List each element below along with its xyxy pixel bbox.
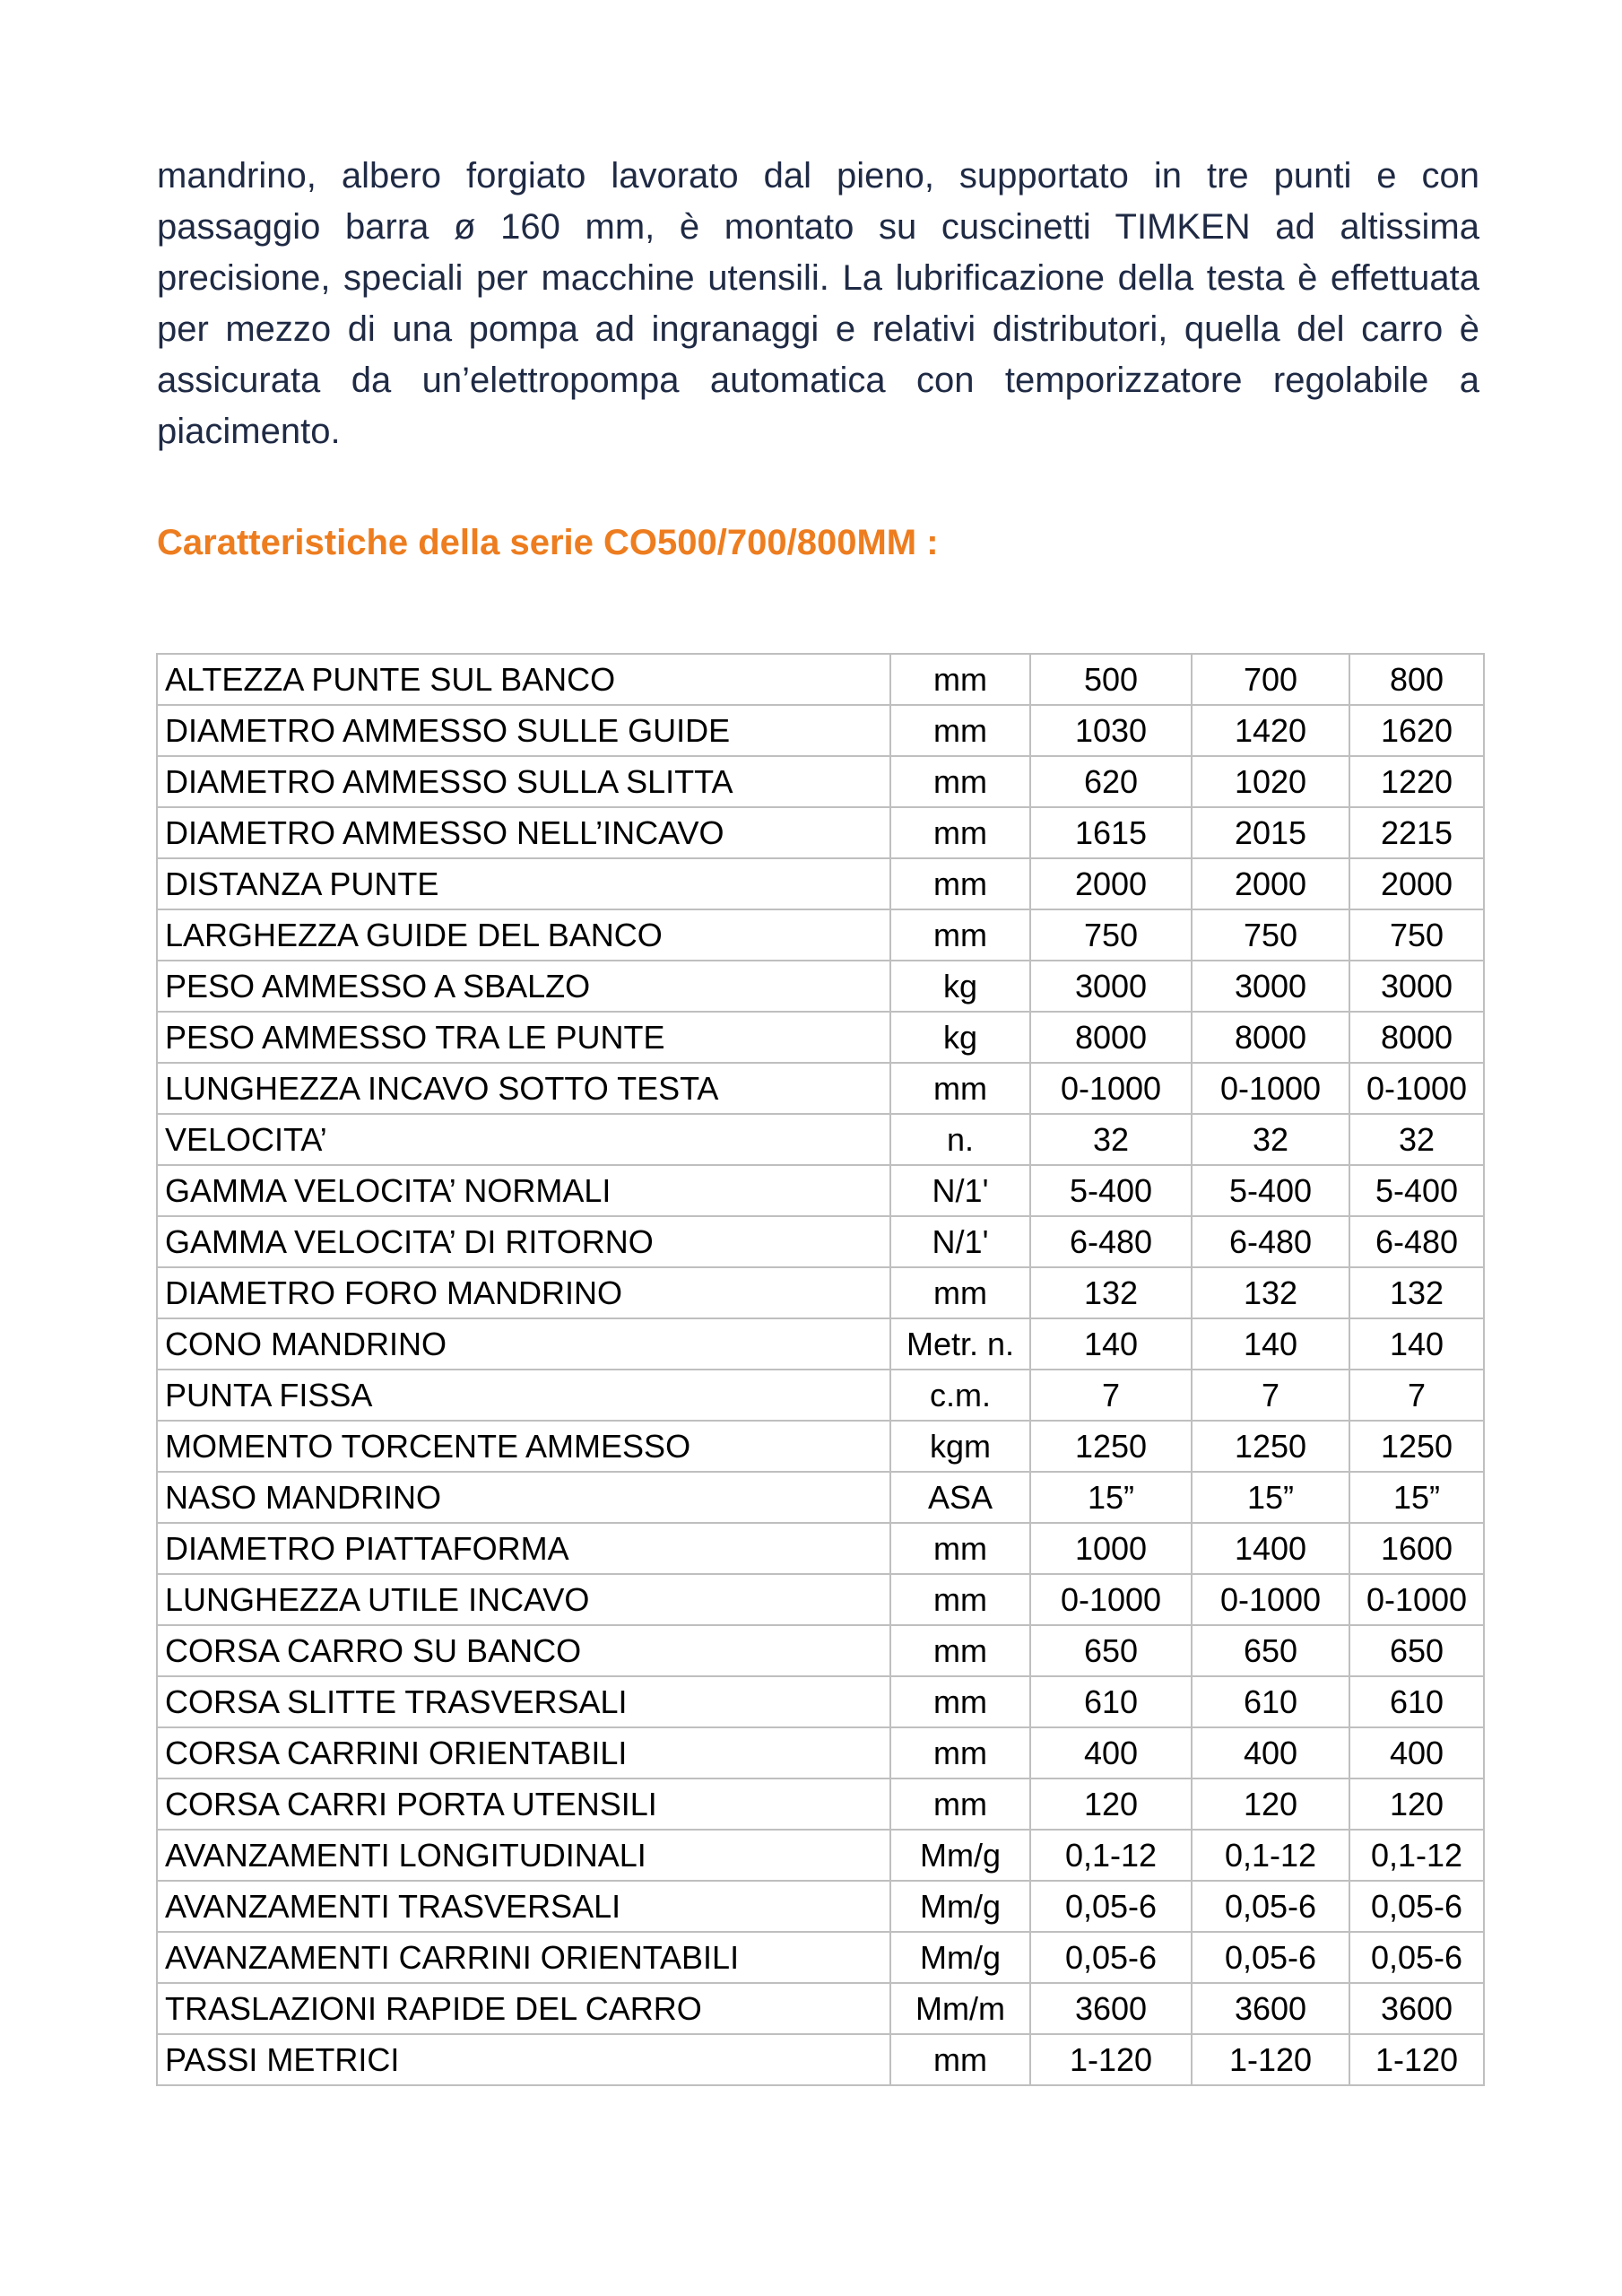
unit-cell: mm [890, 807, 1030, 858]
value-700-cell: 700 [1192, 654, 1349, 705]
parameter-cell: GAMMA VELOCITA’ NORMALI [157, 1165, 890, 1216]
table-row [157, 705, 1484, 756]
value-700-cell: 650 [1192, 1625, 1349, 1676]
value-500-cell: 1-120 [1030, 2034, 1192, 2085]
value-500-cell: 1030 [1030, 705, 1192, 756]
value-800-cell: 1600 [1349, 1523, 1484, 1574]
value-700-cell: 32 [1192, 1114, 1349, 1165]
table-row [157, 756, 1484, 807]
section-heading: Caratteristiche della serie CO500/700/800MM : [157, 523, 939, 562]
value-700-cell: 1-120 [1192, 2034, 1349, 2085]
parameter-cell: CONO MANDRINO [157, 1318, 890, 1370]
unit-cell: Mm/g [890, 1881, 1030, 1932]
parameter-cell: DIAMETRO AMMESSO SULLE GUIDE [157, 705, 890, 756]
value-800-cell: 1620 [1349, 705, 1484, 756]
unit-cell: kgm [890, 1421, 1030, 1472]
unit-cell: N/1' [890, 1165, 1030, 1216]
unit-cell: mm [890, 1063, 1030, 1114]
value-500-cell: 400 [1030, 1727, 1192, 1779]
table-row [157, 1165, 1484, 1216]
parameter-cell: NASO MANDRINO [157, 1472, 890, 1523]
table-row [157, 1881, 1484, 1932]
value-500-cell: 6-480 [1030, 1216, 1192, 1267]
parameter-cell: MOMENTO TORCENTE AMMESSO [157, 1421, 890, 1472]
value-700-cell: 750 [1192, 909, 1349, 961]
parameter-cell: DIAMETRO AMMESSO NELL’INCAVO [157, 807, 890, 858]
value-700-cell: 2015 [1192, 807, 1349, 858]
table-row [157, 961, 1484, 1012]
value-800-cell: 0-1000 [1349, 1063, 1484, 1114]
value-700-cell: 132 [1192, 1267, 1349, 1318]
value-700-cell: 0,1-12 [1192, 1830, 1349, 1881]
parameter-cell: AVANZAMENTI CARRINI ORIENTABILI [157, 1932, 890, 1983]
unit-cell: mm [890, 909, 1030, 961]
table-row [157, 1318, 1484, 1370]
value-500-cell: 3600 [1030, 1983, 1192, 2034]
value-700-cell: 2000 [1192, 858, 1349, 909]
value-800-cell: 32 [1349, 1114, 1484, 1165]
value-700-cell: 610 [1192, 1676, 1349, 1727]
value-800-cell: 7 [1349, 1370, 1484, 1421]
value-700-cell: 0,05-6 [1192, 1932, 1349, 1983]
value-700-cell: 0-1000 [1192, 1574, 1349, 1625]
parameter-cell: AVANZAMENTI LONGITUDINALI [157, 1830, 890, 1881]
value-500-cell: 0,05-6 [1030, 1932, 1192, 1983]
value-700-cell: 400 [1192, 1727, 1349, 1779]
value-700-cell: 6-480 [1192, 1216, 1349, 1267]
unit-cell: mm [890, 1267, 1030, 1318]
value-800-cell: 5-400 [1349, 1165, 1484, 1216]
table-row [157, 1216, 1484, 1267]
value-500-cell: 610 [1030, 1676, 1192, 1727]
value-500-cell: 500 [1030, 654, 1192, 705]
value-800-cell: 0,1-12 [1349, 1830, 1484, 1881]
value-700-cell: 120 [1192, 1779, 1349, 1830]
value-800-cell: 6-480 [1349, 1216, 1484, 1267]
value-700-cell: 3600 [1192, 1983, 1349, 2034]
parameter-cell: LUNGHEZZA INCAVO SOTTO TESTA [157, 1063, 890, 1114]
table-row [157, 654, 1484, 705]
parameter-cell: TRASLAZIONI RAPIDE DEL CARRO [157, 1983, 890, 2034]
value-800-cell: 15” [1349, 1472, 1484, 1523]
value-800-cell: 0,05-6 [1349, 1932, 1484, 1983]
parameter-cell: PESO AMMESSO A SBALZO [157, 961, 890, 1012]
value-800-cell: 2215 [1349, 807, 1484, 858]
intro-paragraph: mandrino, albero forgiato lavorato dal pieno, supportato in tre punti e con passaggio barra ø 160 mm, è montato su cuscinetti TIMKEN ad altissima precisione, speciali per macchine utensili. La lubrificazione della testa è effettuata per mezzo di una pompa ad ingranaggi e relativi distributori, quella del carro è assicurata da un’elettropompa automatica con temporizzatore regolabile a piacimento. [157, 156, 1479, 451]
value-700-cell: 8000 [1192, 1012, 1349, 1063]
table-row [157, 1676, 1484, 1727]
value-500-cell: 132 [1030, 1267, 1192, 1318]
unit-cell: mm [890, 756, 1030, 807]
value-800-cell: 1250 [1349, 1421, 1484, 1472]
value-500-cell: 650 [1030, 1625, 1192, 1676]
table-row [157, 1727, 1484, 1779]
value-800-cell: 800 [1349, 654, 1484, 705]
value-700-cell: 1420 [1192, 705, 1349, 756]
parameter-cell: PUNTA FISSA [157, 1370, 890, 1421]
table-row [157, 1830, 1484, 1881]
table-row [157, 807, 1484, 858]
value-700-cell: 7 [1192, 1370, 1349, 1421]
value-500-cell: 750 [1030, 909, 1192, 961]
table-row [157, 1574, 1484, 1625]
parameter-cell: VELOCITA’ [157, 1114, 890, 1165]
parameter-cell: LUNGHEZZA UTILE INCAVO [157, 1574, 890, 1625]
value-500-cell: 7 [1030, 1370, 1192, 1421]
specifications-table-body [157, 654, 1484, 2085]
unit-cell: kg [890, 961, 1030, 1012]
parameter-cell: LARGHEZZA GUIDE DEL BANCO [157, 909, 890, 961]
unit-cell: mm [890, 1727, 1030, 1779]
value-500-cell: 1000 [1030, 1523, 1192, 1574]
parameter-cell: DIAMETRO PIATTAFORMA [157, 1523, 890, 1574]
table-row [157, 1932, 1484, 1983]
unit-cell: mm [890, 654, 1030, 705]
parameter-cell: ALTEZZA PUNTE SUL BANCO [157, 654, 890, 705]
table-row [157, 1625, 1484, 1676]
parameter-cell: CORSA CARRINI ORIENTABILI [157, 1727, 890, 1779]
value-500-cell: 0,1-12 [1030, 1830, 1192, 1881]
parameter-cell: AVANZAMENTI TRASVERSALI [157, 1881, 890, 1932]
unit-cell: N/1' [890, 1216, 1030, 1267]
value-500-cell: 620 [1030, 756, 1192, 807]
value-500-cell: 8000 [1030, 1012, 1192, 1063]
value-800-cell: 650 [1349, 1625, 1484, 1676]
table-row [157, 858, 1484, 909]
unit-cell: Mm/m [890, 1983, 1030, 2034]
table-row [157, 1012, 1484, 1063]
table-row [157, 1114, 1484, 1165]
value-700-cell: 3000 [1192, 961, 1349, 1012]
value-500-cell: 140 [1030, 1318, 1192, 1370]
parameter-cell: DIAMETRO AMMESSO SULLA SLITTA [157, 756, 890, 807]
value-800-cell: 0-1000 [1349, 1574, 1484, 1625]
table-row [157, 2034, 1484, 2085]
value-700-cell: 140 [1192, 1318, 1349, 1370]
value-700-cell: 1250 [1192, 1421, 1349, 1472]
value-500-cell: 2000 [1030, 858, 1192, 909]
value-800-cell: 132 [1349, 1267, 1484, 1318]
parameter-cell: PESO AMMESSO TRA LE PUNTE [157, 1012, 890, 1063]
table-row [157, 1523, 1484, 1574]
parameter-cell: CORSA CARRI PORTA UTENSILI [157, 1779, 890, 1830]
value-500-cell: 1250 [1030, 1421, 1192, 1472]
unit-cell: kg [890, 1012, 1030, 1063]
table-row [157, 1983, 1484, 2034]
unit-cell: Metr. n. [890, 1318, 1030, 1370]
unit-cell: ASA [890, 1472, 1030, 1523]
table-row [157, 1267, 1484, 1318]
parameter-cell: DISTANZA PUNTE [157, 858, 890, 909]
value-800-cell: 3000 [1349, 961, 1484, 1012]
value-500-cell: 32 [1030, 1114, 1192, 1165]
unit-cell: mm [890, 1574, 1030, 1625]
parameter-cell: PASSI METRICI [157, 2034, 890, 2085]
unit-cell: mm [890, 705, 1030, 756]
value-800-cell: 2000 [1349, 858, 1484, 909]
unit-cell: mm [890, 2034, 1030, 2085]
value-500-cell: 120 [1030, 1779, 1192, 1830]
parameter-cell: DIAMETRO FORO MANDRINO [157, 1267, 890, 1318]
value-700-cell: 0-1000 [1192, 1063, 1349, 1114]
value-700-cell: 1020 [1192, 756, 1349, 807]
unit-cell: mm [890, 858, 1030, 909]
value-500-cell: 0-1000 [1030, 1063, 1192, 1114]
unit-cell: mm [890, 1523, 1030, 1574]
unit-cell: mm [890, 1625, 1030, 1676]
value-500-cell: 0,05-6 [1030, 1881, 1192, 1932]
value-700-cell: 0,05-6 [1192, 1881, 1349, 1932]
unit-cell: n. [890, 1114, 1030, 1165]
value-800-cell: 400 [1349, 1727, 1484, 1779]
value-800-cell: 8000 [1349, 1012, 1484, 1063]
unit-cell: mm [890, 1676, 1030, 1727]
value-500-cell: 5-400 [1030, 1165, 1192, 1216]
value-700-cell: 1400 [1192, 1523, 1349, 1574]
value-800-cell: 1-120 [1349, 2034, 1484, 2085]
parameter-cell: CORSA CARRO SU BANCO [157, 1625, 890, 1676]
table-row [157, 1472, 1484, 1523]
parameter-cell: CORSA SLITTE TRASVERSALI [157, 1676, 890, 1727]
unit-cell: c.m. [890, 1370, 1030, 1421]
table-row [157, 1370, 1484, 1421]
unit-cell: Mm/g [890, 1830, 1030, 1881]
value-700-cell: 5-400 [1192, 1165, 1349, 1216]
value-800-cell: 1220 [1349, 756, 1484, 807]
value-500-cell: 0-1000 [1030, 1574, 1192, 1625]
value-800-cell: 140 [1349, 1318, 1484, 1370]
table-row [157, 1421, 1484, 1472]
value-500-cell: 1615 [1030, 807, 1192, 858]
value-800-cell: 3600 [1349, 1983, 1484, 2034]
value-800-cell: 120 [1349, 1779, 1484, 1830]
unit-cell: Mm/g [890, 1932, 1030, 1983]
table-row [157, 1063, 1484, 1114]
unit-cell: mm [890, 1779, 1030, 1830]
value-800-cell: 750 [1349, 909, 1484, 961]
table-row [157, 1779, 1484, 1830]
table-row [157, 909, 1484, 961]
value-500-cell: 3000 [1030, 961, 1192, 1012]
specifications-table [156, 653, 1485, 2086]
parameter-cell: GAMMA VELOCITA’ DI RITORNO [157, 1216, 890, 1267]
value-500-cell: 15” [1030, 1472, 1192, 1523]
value-700-cell: 15” [1192, 1472, 1349, 1523]
value-800-cell: 0,05-6 [1349, 1881, 1484, 1932]
value-800-cell: 610 [1349, 1676, 1484, 1727]
